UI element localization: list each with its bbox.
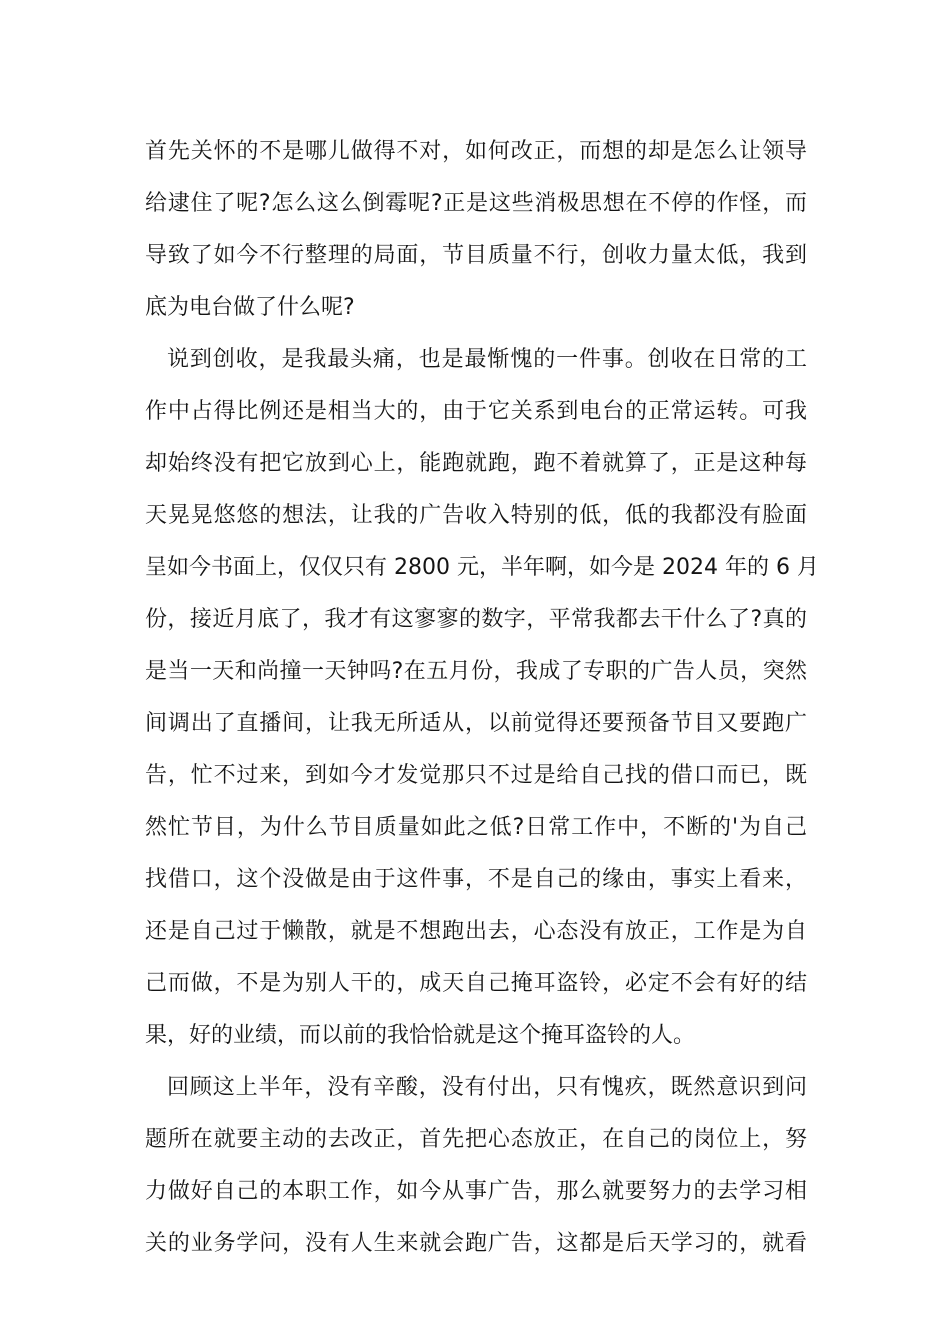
text-line: 还是自己过于懒散，就是不想跑出去，心态没有放正，工作是为自 bbox=[145, 919, 807, 944]
text-line: 却始终没有把它放到心上，能跑就跑，跑不着就算了，正是这种每 bbox=[145, 451, 807, 476]
text-line: 底为电台做了什么呢? bbox=[145, 295, 355, 320]
text-line: 间调出了直播间，让我无所适从，以前觉得还要预备节目又要跑广 bbox=[145, 711, 807, 736]
text-line: 是当一天和尚撞一天钟吗?在五月份，我成了专职的广告人员，突然 bbox=[145, 659, 807, 684]
text-line: 呈如今书面上，仅仅只有 2800 元，半年啊，如今是 2024 年的 6 月 bbox=[145, 555, 819, 580]
text-line: 力做好自己的本职工作，如今从事广告，那么就要努力的去学习相 bbox=[145, 1179, 807, 1204]
text-line: 题所在就要主动的去改正，首先把心态放正，在自己的岗位上，努 bbox=[145, 1127, 807, 1152]
text-line: 份，接近月底了，我才有这寥寥的数字，平常我都去干什么了?真的 bbox=[145, 607, 807, 632]
text-line: 关的业务学问，没有人生来就会跑广告，这都是后天学习的，就看 bbox=[145, 1231, 807, 1256]
text-line: 首先关怀的不是哪儿做得不对，如何改正，而想的却是怎么让领导 bbox=[145, 139, 807, 164]
text-line: 找借口，这个没做是由于这件事，不是自己的缘由，事实上看来， bbox=[145, 867, 807, 892]
text-line: 作中占得比例还是相当大的，由于它关系到电台的正常运转。可我 bbox=[145, 399, 807, 424]
text-line: 告，忙不过来，到如今才发觉那只不过是给自己找的借口而已，既 bbox=[145, 763, 807, 788]
text-line: 给逮住了呢?怎么这么倒霉呢?正是这些消极思想在不停的作怪，而 bbox=[145, 191, 807, 216]
text-line: 天晃晃悠悠的想法，让我的广告收入特别的低，低的我都没有脸面 bbox=[145, 503, 807, 528]
text-line: 然忙节目，为什么节目质量如此之低?日常工作中，不断的'为自己 bbox=[145, 815, 807, 840]
text-line: 导致了如今不行整理的局面，节目质量不行，创收力量太低，我到 bbox=[145, 243, 807, 268]
paragraph-first-line: 回顾这上半年，没有辛酸，没有付出，只有愧疚，既然意识到问 bbox=[167, 1075, 807, 1100]
text-line: 己而做，不是为别人干的，成天自己掩耳盗铃，必定不会有好的结 bbox=[145, 971, 807, 996]
paragraph-first-line: 说到创收，是我最头痛，也是最惭愧的一件事。创收在日常的工 bbox=[167, 347, 807, 372]
document-body bbox=[145, 131, 819, 1275]
text-line: 果，好的业绩，而以前的我恰恰就是这个掩耳盗铃的人。 bbox=[145, 1023, 696, 1048]
